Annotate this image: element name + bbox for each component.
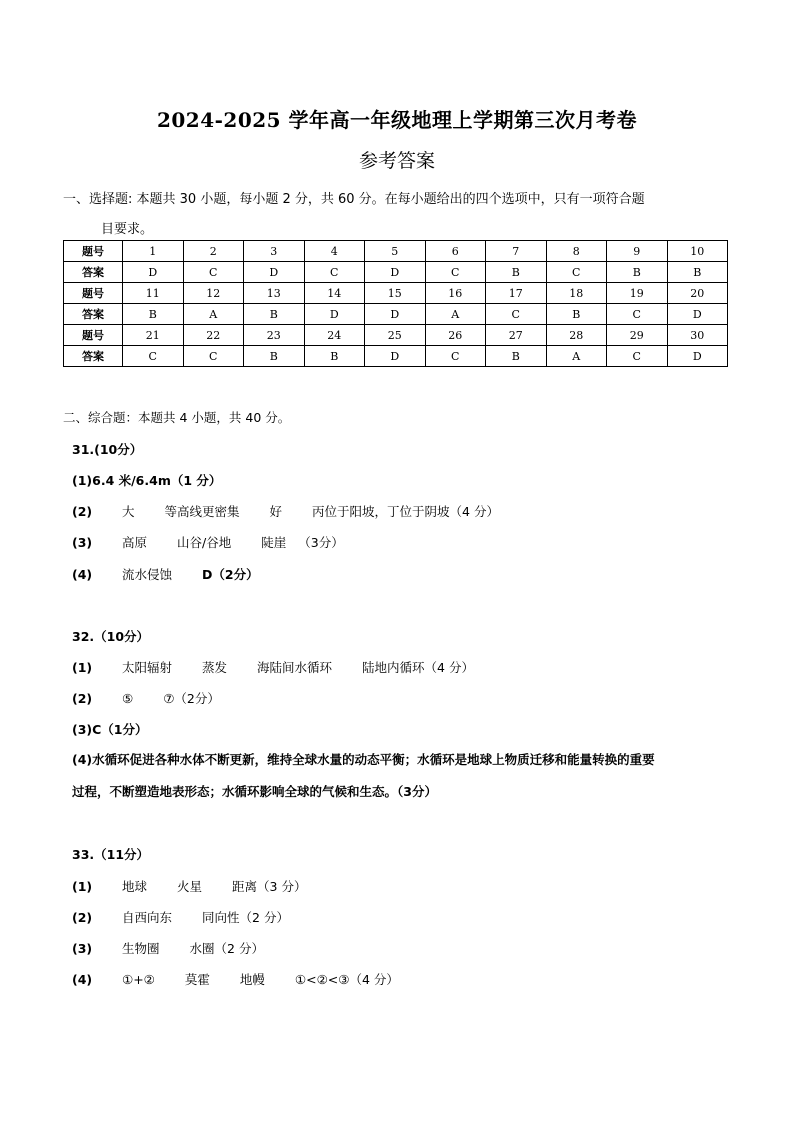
question-number-cell: 19 xyxy=(607,283,668,304)
section1-intro-line1: 一、选择题: 本题共 30 小题，每小题 2 分，共 60 分。在每小题给出的四个选项中，只有一项符合题 xyxy=(63,192,645,207)
question-number-cell: 3 xyxy=(244,241,305,262)
answer-cell: C xyxy=(486,304,547,325)
question-number-cell: 11 xyxy=(123,283,184,304)
question-number-row xyxy=(64,325,728,346)
question-number-cell: 6 xyxy=(425,241,486,262)
answer-text: 地幔 xyxy=(239,972,265,987)
question-number-cell: 26 xyxy=(425,325,486,346)
question-number-cell: 13 xyxy=(244,283,305,304)
answer-text: 丙位于阳坡，丁位于阴坡（4 分） xyxy=(312,504,499,519)
question-number-cell: 9 xyxy=(607,241,668,262)
answer-row xyxy=(64,346,728,367)
q31-part4 xyxy=(72,565,259,583)
answer-text: 莫霍 xyxy=(184,972,210,987)
q32-part1 xyxy=(72,658,474,676)
page-subtitle: 参考答案 xyxy=(358,150,435,172)
answer-cell: D xyxy=(365,262,426,283)
answer-text: （3分） xyxy=(298,535,344,550)
answer-text: 同向性（2 分） xyxy=(202,910,289,925)
question-number-row xyxy=(64,283,728,304)
q31-part2 xyxy=(72,502,499,520)
answer-text: 太阳辐射 xyxy=(122,660,173,675)
q31-part3-num: (3) xyxy=(72,535,93,550)
question-number-cell: 7 xyxy=(486,241,547,262)
answer-text: ①+② xyxy=(122,972,155,987)
question-number-cell: 1 xyxy=(123,241,184,262)
answer-cell: C xyxy=(425,346,486,367)
section2-intro: 二、综合题：本题共 4 小题，共 40 分。 xyxy=(63,410,291,425)
q33-part4 xyxy=(72,970,399,988)
row-label: 题号 xyxy=(64,283,123,304)
q31-header: 31.(10分） xyxy=(72,442,143,457)
answer-cell: D xyxy=(365,346,426,367)
answer-cell: B xyxy=(546,304,607,325)
question-number-cell: 5 xyxy=(365,241,426,262)
answer-cell: C xyxy=(183,262,244,283)
answer-cell: B xyxy=(244,346,305,367)
question-number-cell: 16 xyxy=(425,283,486,304)
answer-text: 火星 xyxy=(177,879,203,894)
q32-header: 32.（10分） xyxy=(72,629,150,644)
q31-part1: (1)6.4 米/6.4m（1 分） xyxy=(72,473,222,488)
answer-cell: B xyxy=(486,262,547,283)
question-number-cell: 23 xyxy=(244,325,305,346)
answer-cell: B xyxy=(667,262,728,283)
answer-cell: D xyxy=(304,304,365,325)
answer-table xyxy=(63,240,728,367)
answer-row xyxy=(64,262,728,283)
question-number-cell: 21 xyxy=(123,325,184,346)
page-title: 2024-2025 学年高一年级地理上学期第三次月考卷 xyxy=(156,108,638,132)
answer-text: 陆地内循环（4 分） xyxy=(362,660,474,675)
q33-part2 xyxy=(72,908,289,926)
answer-cell: D xyxy=(365,304,426,325)
question-number-cell: 30 xyxy=(667,325,728,346)
answer-text: 好 xyxy=(269,504,283,519)
q31-part2-num: (2) xyxy=(72,504,93,519)
q31-part3 xyxy=(72,533,344,551)
q33-part3 xyxy=(72,939,264,957)
row-label: 答案 xyxy=(64,262,123,283)
q31-part4-num: (4) xyxy=(72,567,93,582)
question-number-cell: 22 xyxy=(183,325,244,346)
answer-cell: A xyxy=(183,304,244,325)
answer-cell: C xyxy=(183,346,244,367)
answer-cell: C xyxy=(607,346,668,367)
question-number-cell: 14 xyxy=(304,283,365,304)
question-number-cell: 15 xyxy=(365,283,426,304)
answer-cell: B xyxy=(607,262,668,283)
row-label: 答案 xyxy=(64,346,123,367)
question-number-cell: 2 xyxy=(183,241,244,262)
section1-intro-line2: 目要求。 xyxy=(101,222,154,237)
answer-text: 水圈（2 分） xyxy=(189,941,264,956)
q32-part4-line2: 过程，不断塑造地表形态；水循环影响全球的气候和生态。（3分） xyxy=(72,784,437,799)
answer-text: 海陆间水循环 xyxy=(257,660,333,675)
question-number-row xyxy=(64,241,728,262)
question-number-cell: 17 xyxy=(486,283,547,304)
answer-cell: D xyxy=(244,262,305,283)
q32-part4-line1: (4)水循环促进各种水体不断更新，维持全球水量的动态平衡；水循环是地球上物质迁移和能量转换的重要 xyxy=(72,752,655,767)
q32-part2 xyxy=(72,689,220,707)
answer-text: 高原 xyxy=(122,535,148,550)
question-number-cell: 27 xyxy=(486,325,547,346)
answer-text: 自西向东 xyxy=(122,910,173,925)
row-label: 题号 xyxy=(64,325,123,346)
question-number-cell: 4 xyxy=(304,241,365,262)
q33-part1 xyxy=(72,877,306,895)
q32-part1-num: (1) xyxy=(72,660,93,675)
answer-text: 流水侵蚀 xyxy=(122,567,173,582)
q33-header: 33.（11分） xyxy=(72,847,150,862)
question-number-cell: 24 xyxy=(304,325,365,346)
question-number-cell: 8 xyxy=(546,241,607,262)
row-label: 答案 xyxy=(64,304,123,325)
answer-text: 陡崖 xyxy=(261,535,287,550)
q32-part2-num: (2) xyxy=(72,691,93,706)
question-number-cell: 10 xyxy=(667,241,728,262)
answer-text: D（2分） xyxy=(202,567,259,582)
answer-cell: B xyxy=(244,304,305,325)
answer-text: 大 xyxy=(122,504,135,519)
answer-cell: A xyxy=(546,346,607,367)
answer-cell: D xyxy=(667,346,728,367)
question-number-cell: 25 xyxy=(365,325,426,346)
answer-text: 地球 xyxy=(122,879,148,894)
answer-cell: B xyxy=(486,346,547,367)
answer-text: 等高线更密集 xyxy=(164,504,240,519)
question-number-cell: 28 xyxy=(546,325,607,346)
q33-part2-num: (2) xyxy=(72,910,93,925)
answer-text: ①<②<③（4 分） xyxy=(294,972,399,987)
answer-cell: C xyxy=(123,346,184,367)
section1-intro xyxy=(63,185,733,245)
q32-part4 xyxy=(72,744,722,808)
answer-text: 山谷/谷地 xyxy=(177,535,232,550)
answer-cell: C xyxy=(425,262,486,283)
row-label: 题号 xyxy=(64,241,123,262)
q33-part3-num: (3) xyxy=(72,941,93,956)
answer-cell: B xyxy=(304,346,365,367)
answer-cell: D xyxy=(667,304,728,325)
question-number-cell: 18 xyxy=(546,283,607,304)
question-number-cell: 29 xyxy=(607,325,668,346)
answer-cell: C xyxy=(304,262,365,283)
answer-text: 蒸发 xyxy=(202,660,228,675)
answer-cell: A xyxy=(425,304,486,325)
answer-text: ⑤ xyxy=(122,691,134,706)
q33-part4-num: (4) xyxy=(72,972,93,987)
answer-cell: C xyxy=(607,304,668,325)
q33-part1-num: (1) xyxy=(72,879,93,894)
question-number-cell: 12 xyxy=(183,283,244,304)
answer-row xyxy=(64,304,728,325)
question-number-cell: 20 xyxy=(667,283,728,304)
q32-part3: (3)C（1分） xyxy=(72,722,148,737)
answer-text: ⑦（2分） xyxy=(163,691,220,706)
answer-cell: C xyxy=(546,262,607,283)
answer-text: 生物圈 xyxy=(122,941,160,956)
answer-text: 距离（3 分） xyxy=(232,879,307,894)
answer-cell: B xyxy=(123,304,184,325)
answer-cell: D xyxy=(123,262,184,283)
